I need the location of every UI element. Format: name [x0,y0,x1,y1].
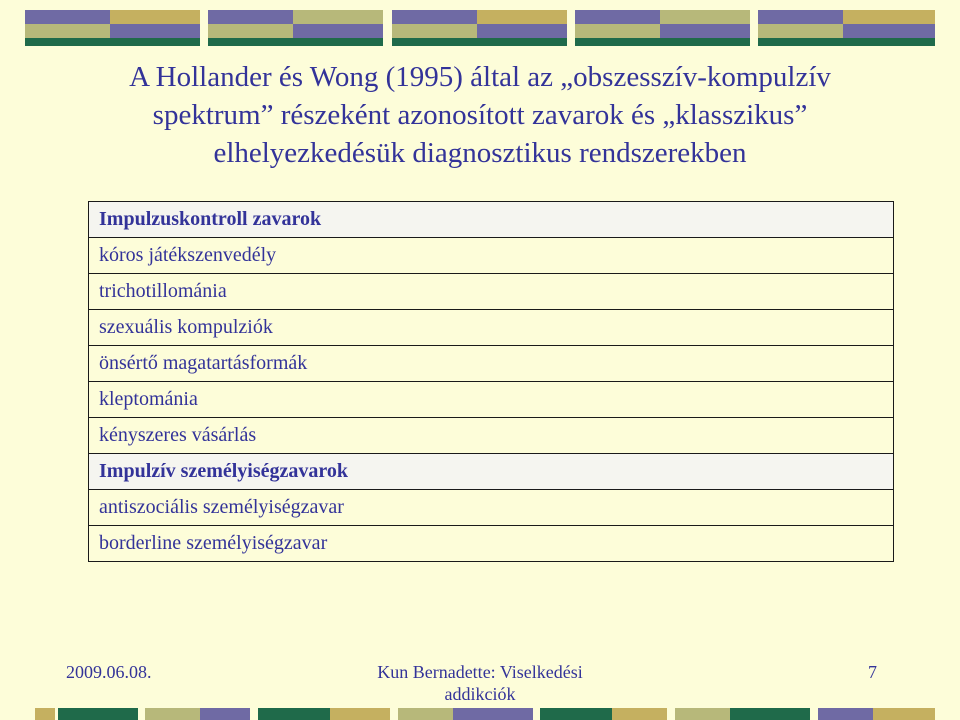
table-row [89,454,894,490]
table-row [89,274,894,310]
title-line-3: elhelyezkedésük diagnosztikus rendszerekben [213,137,747,169]
group-header-impulsive-personality: Impulzív személyiségzavarok [89,454,894,490]
table-cell: borderline személyiségzavar [89,526,894,562]
group-header-impulse-control: Impulzuskontroll zavarok [89,202,894,238]
table-cell: trichotillománia [89,274,894,310]
footer-author-line-2: addikciók [444,684,516,704]
footer-date: 2009.06.08. [66,662,152,682]
footer-author [360,661,600,705]
top-decorative-band [0,0,960,50]
title-line-1: A Hollander és Wong (1995) által az „obszesszív-kompulzív [129,61,831,93]
title-line-2: spektrum” részeként azonosított zavarok és „klasszikus” [152,99,808,131]
table-row [89,418,894,454]
table-cell: antiszociális személyiségzavar [89,490,894,526]
table-row [89,346,894,382]
disorder-table [88,201,894,562]
table-row [89,238,894,274]
table-row [89,490,894,526]
table-cell: kleptománia [89,382,894,418]
page-number: 7 [868,662,877,682]
footer-author-line-1: Kun Bernadette: Viselkedési [377,662,583,682]
table-row [89,382,894,418]
table-row [89,202,894,238]
table-row [89,310,894,346]
table-row [89,526,894,562]
slide-title [60,58,900,172]
table-cell: kóros játékszenvedély [89,238,894,274]
table-cell: szexuális kompulziók [89,310,894,346]
table-cell: önsértő magatartásformák [89,346,894,382]
table-cell: kényszeres vásárlás [89,418,894,454]
bottom-decorative-band [0,708,960,720]
